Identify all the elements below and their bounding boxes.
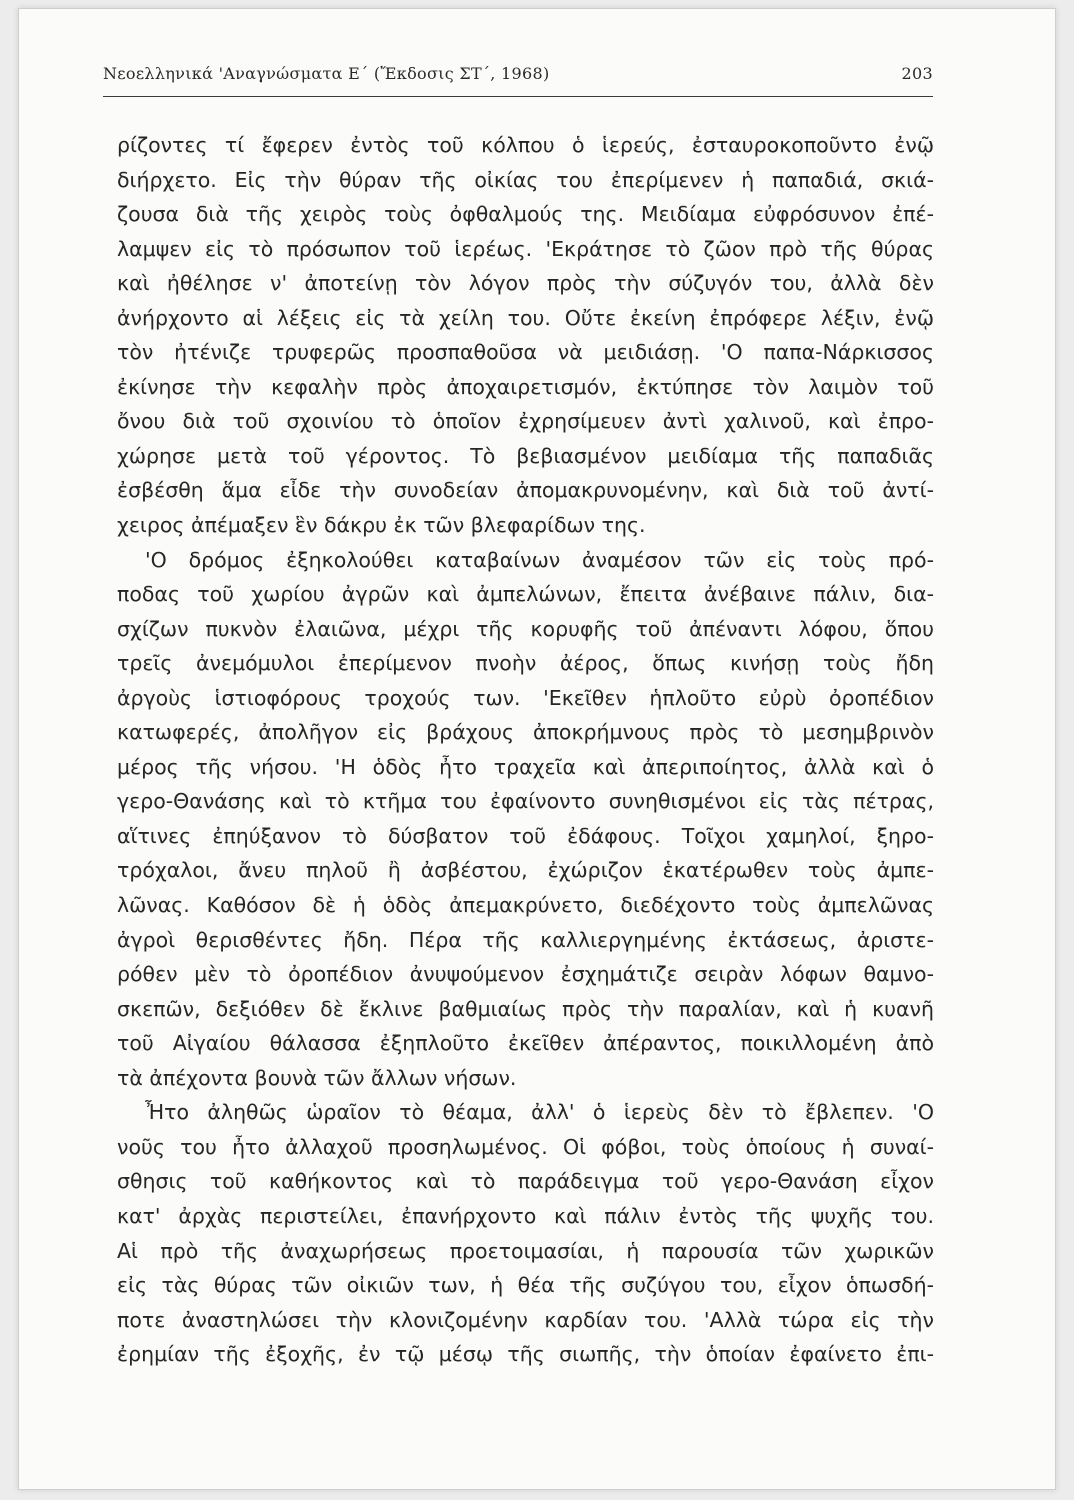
running-header-title: Νεοελληνικά 'Αναγνώσματα Ε΄ (Ἔκδοσις ΣΤ΄, 1968)	[103, 64, 550, 83]
text-line: 'Ο δρόμος ἐξηκολούθει καταβαίνων ἀναμέσον τῶν εἰς τοὺς πρό-	[145, 547, 934, 572]
text-line: τρεῖς ἀνεμόμυλοι ἐπερίμενον πνοὴν ἀέρος, ὅπως κινήσῃ τοὺς ἤδη	[117, 651, 934, 676]
header-rule	[103, 96, 933, 97]
text-line: κατωφερές, ἀπολῆγον εἰς βράχους ἀποκρήμνους πρὸς τὸ μεσημβρινὸν	[117, 720, 934, 745]
text-line: τρόχαλοι, ἄνευ πηλοῦ ἢ ἀσβέστου, ἐχώριζον ἑκατέρωθεν τοὺς ἀμπε-	[117, 858, 934, 883]
text-line: χώρησε μετὰ τοῦ γέροντος. Τὸ βεβιασμένον μειδίαμα τῆς παπαδιᾶς	[117, 443, 934, 468]
text-line: ἀργοὺς ἱστιοφόρους τροχούς των. 'Εκεῖθεν ἡπλοῦτο εὐρὺ ὀροπέδιον	[117, 685, 934, 710]
text-line: σχίζων πυκνὸν ἐλαιῶνα, μέχρι τῆς κορυφῆς τοῦ ἀπέναντι λόφου, ὅπου	[117, 616, 934, 641]
text-line: σθησις τοῦ καθήκοντος καὶ τὸ παράδειγμα τοῦ γερο-Θανάση εἶχον	[117, 1169, 934, 1194]
text-line: χειρος ἀπέμαξεν ἓν δάκρυ ἐκ τῶν βλεφαρίδων της.	[117, 513, 646, 538]
text-line: Αἱ πρὸ τῆς ἀναχωρήσεως προετοιμασίαι, ἡ παρουσία τῶν χωρικῶν	[117, 1238, 934, 1263]
text-line: λαμψεν εἰς τὸ πρόσωπον τοῦ ἱερέως. 'Εκράτησε τὸ ζῶον πρὸ τῆς θύρας	[117, 236, 934, 261]
text-line: ἀγροὶ θερισθέντες ἤδη. Πέρα τῆς καλλιεργημένης ἐκτάσεως, ἀριστε-	[117, 927, 934, 952]
text-line: ποδας τοῦ χωρίου ἀγρῶν καὶ ἀμπελώνων, ἔπειτα ἀνέβαινε πάλιν, δια-	[117, 582, 934, 607]
text-line: ρόθεν μὲν τὸ ὀροπέδιον ἀνυψούμενον ἐσχημάτιζε σειρὰν λόφων θαμνο-	[117, 962, 934, 987]
text-line: ἐρημίαν τῆς ἐξοχῆς, ἐν τῷ μέσῳ τῆς σιωπῆς, τὴν ὁποίαν ἐφαίνετο ἐπι-	[117, 1342, 934, 1367]
text-line: νοῦς του ἦτο ἀλλαχοῦ προσηλωμένος. Οἱ φόβοι, τοὺς ὁποίους ἡ συναί-	[117, 1134, 934, 1159]
text-line: κατ' ἀρχὰς περιστείλει, ἐπανήρχοντο καὶ πάλιν ἐντὸς τῆς ψυχῆς του.	[117, 1203, 934, 1228]
text-line: μέρος τῆς νήσου. 'Η ὁδὸς ἦτο τραχεῖα καὶ ἀπεριποίητος, ἀλλὰ καὶ ὁ	[117, 754, 934, 779]
text-line: ἐσβέσθη ἅμα εἶδε τὴν συνοδείαν ἀπομακρυνομένην, καὶ διὰ τοῦ ἀντί-	[117, 478, 934, 503]
text-line: ποτε ἀναστηλώσει τὴν κλονιζομένην καρδίαν του. 'Αλλὰ τώρα εἰς τὴν	[117, 1307, 934, 1332]
body-text	[117, 128, 934, 1372]
text-line: εἰς τὰς θύρας τῶν οἰκιῶν των, ἡ θέα τῆς συζύγου του, εἶχον ὁπωσδή-	[117, 1273, 934, 1298]
text-line: καὶ ἠθέλησε ν' ἀποτείνῃ τὸν λόγον πρὸς τὴν σύζυγόν του, ἀλλὰ δὲν	[117, 271, 934, 296]
text-line: αἵτινες ἐπηύξανον τὸ δύσβατον τοῦ ἐδάφους. Τοῖχοι χαμηλοί, ξηρο-	[117, 823, 934, 848]
text-line: ζουσα διὰ τῆς χειρὸς τοὺς ὀφθαλμούς της. Μειδίαμα εὐφρόσυνον ἐπέ-	[117, 202, 934, 227]
text-line: ρίζοντες τί ἔφερεν ἐντὸς τοῦ κόλπου ὁ ἱερεύς, ἐσταυροκοποῦντο ἐνῷ	[117, 133, 934, 157]
text-line: τοῦ Αἰγαίου θάλασσα ἐξηπλοῦτο ἐκεῖθεν ἀπέραντος, ποικιλλομένη ἀπὸ	[117, 1031, 934, 1056]
page-number: 203	[901, 64, 933, 83]
text-line: διήρχετο. Εἰς τὴν θύραν τῆς οἰκίας του ἐπερίμενεν ἡ παπαδιά, σκιά-	[117, 167, 934, 192]
text-line: ἐκίνησε τὴν κεφαλὴν πρὸς ἀποχαιρετισμόν, ἐκτύπησε τὸν λαιμὸν τοῦ	[117, 374, 934, 399]
text-line: σκεπῶν, δεξιόθεν δὲ ἔκλινε βαθμιαίως πρὸς τὴν παραλίαν, καὶ ἡ κυανῆ	[117, 996, 934, 1021]
text-line: ὄνου διὰ τοῦ σχοινίου τὸ ὁποῖον ἐχρησίμευεν ἀντὶ χαλινοῦ, καὶ ἐπρο-	[117, 409, 934, 434]
text-line: τὰ ἀπέχοντα βουνὰ τῶν ἄλλων νήσων.	[117, 1065, 517, 1090]
text-line: τὸν ἠτένιζε τρυφερῶς προσπαθοῦσα νὰ μειδιάσῃ. 'Ο παπα-Νάρκισσος	[117, 340, 934, 365]
text-line: Ἦτο ἀληθῶς ὡραῖον τὸ θέαμα, ἀλλ' ὁ ἱερεὺς δὲν τὸ ἔβλεπεν. 'Ο	[145, 1100, 934, 1125]
text-line: λῶνας. Καθόσον δὲ ἡ ὁδὸς ἀπεμακρύνετο, διεδέχοντο τοὺς ἀμπελῶνας	[117, 893, 934, 918]
running-header	[103, 64, 933, 92]
text-line: γερο-Θανάσης καὶ τὸ κτῆμα του ἐφαίνοντο συνηθισμένοι εἰς τὰς πέτρας,	[117, 789, 934, 814]
text-line: ἀνήρχοντο αἱ λέξεις εἰς τὰ χείλη του. Οὔτε ἐκείνη ἐπρόφερε λέξιν, ἐνῷ	[117, 305, 934, 330]
